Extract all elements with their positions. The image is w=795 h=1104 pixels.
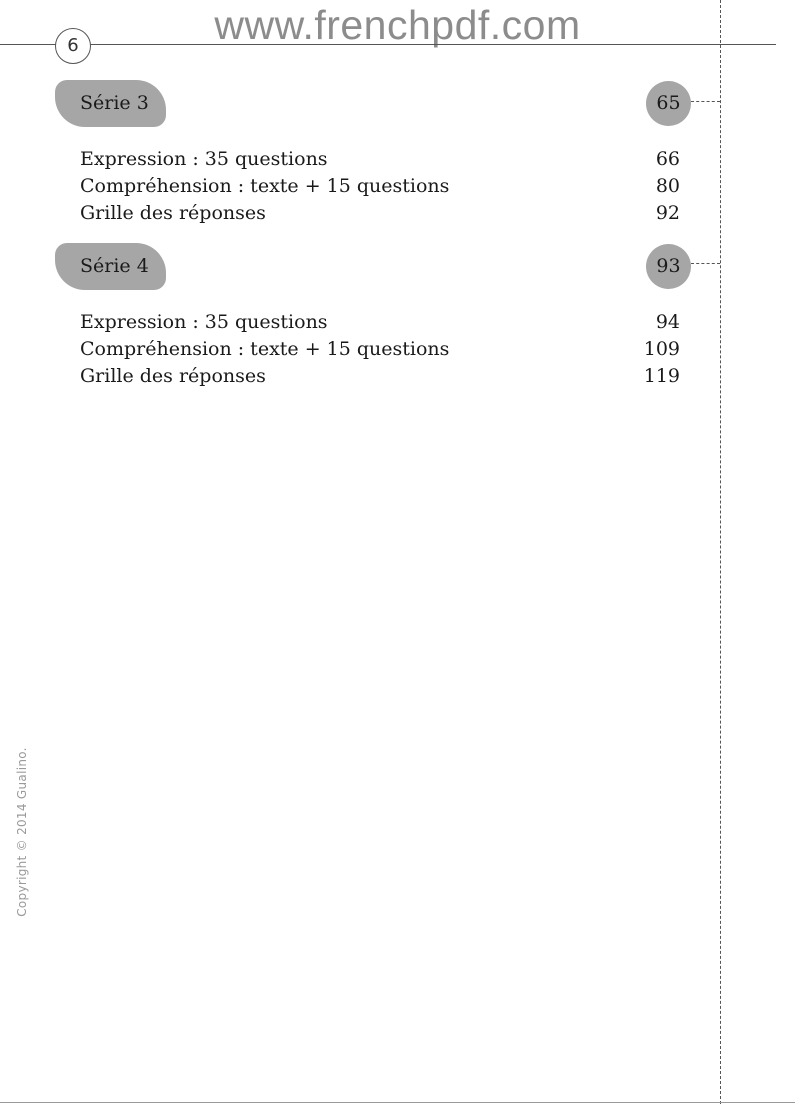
toc-entry-label: Compréhension : texte + 15 questions — [80, 338, 450, 360]
toc-entry[interactable] — [80, 146, 680, 172]
toc-entry[interactable] — [80, 200, 680, 226]
toc-entry-page: 119 — [643, 365, 680, 387]
toc-entry-label: Expression : 35 questions — [80, 148, 328, 170]
toc-entry[interactable] — [80, 309, 680, 335]
section-start-page-serie-4: 93 — [646, 244, 691, 289]
section-title-serie-3: Série 3 — [55, 80, 166, 127]
section-start-page-serie-3: 65 — [646, 81, 691, 126]
toc-entry-label: Compréhension : texte + 15 questions — [80, 175, 450, 197]
footer-rule — [0, 1102, 795, 1103]
toc-entry[interactable] — [80, 336, 680, 362]
watermark-url: www.frenchpdf.com — [214, 2, 581, 48]
toc-entry[interactable] — [80, 173, 680, 199]
section-title-serie-4: Série 4 — [55, 243, 166, 290]
toc-entry-label: Grille des réponses — [80, 365, 266, 387]
copyright-notice: Copyright © 2014 Gualino. — [15, 747, 29, 917]
cut-line — [720, 0, 721, 1104]
toc-entry-label: Grille des réponses — [80, 202, 266, 224]
toc-entry-page: 66 — [655, 148, 680, 170]
section-connector — [691, 101, 720, 102]
toc-entry[interactable] — [80, 363, 680, 389]
toc-entry-page: 94 — [655, 311, 680, 333]
page-number: 6 — [55, 28, 91, 64]
header-rule — [0, 44, 776, 45]
section-connector — [691, 263, 720, 264]
toc-entry-label: Expression : 35 questions — [80, 311, 328, 333]
toc-entry-page: 92 — [655, 202, 680, 224]
toc-entry-page: 109 — [643, 338, 680, 360]
toc-entry-page: 80 — [655, 175, 680, 197]
